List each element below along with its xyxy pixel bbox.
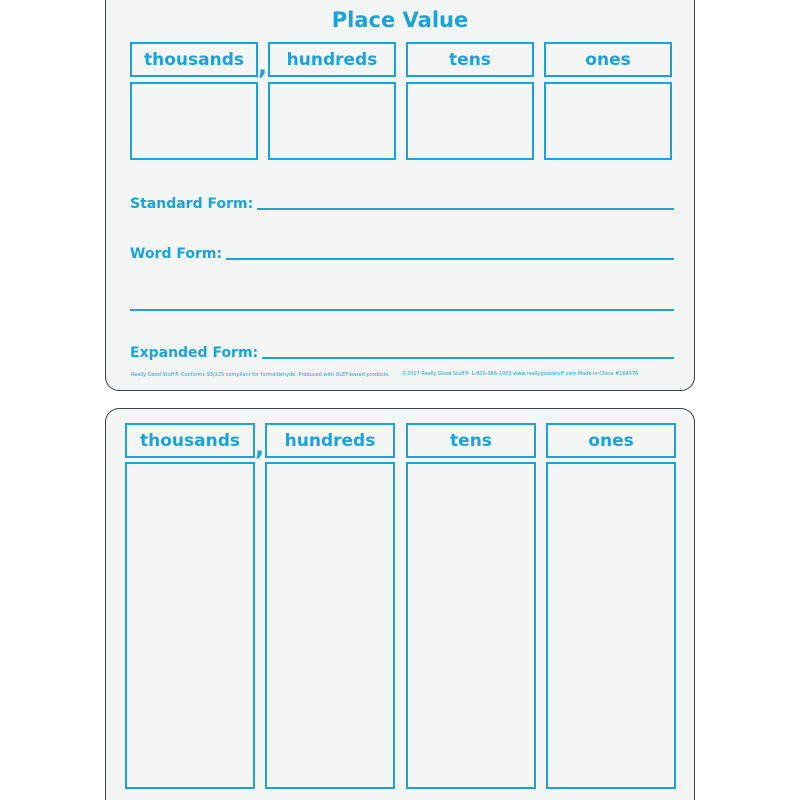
footer-copyright: ©2017 Really Good Stuff® 1-800-366-1920 www.reallygoodstuff.com Made in China #164576 — [402, 371, 639, 377]
board-title: Place Value — [331, 8, 469, 32]
column-hundreds[interactable] — [265, 462, 395, 789]
footer-brand: Really Good Stuff® — [131, 372, 180, 378]
footer-compliance: Conforms 93/125 compliant for formaldehyde. Produced with ULEF-based products. — [181, 372, 390, 378]
header-ones: ones — [544, 42, 672, 77]
comma-separator: , — [258, 52, 268, 80]
header-thousands: thousands — [125, 423, 255, 458]
column-ones[interactable] — [546, 462, 676, 789]
header-tens: tens — [406, 42, 534, 77]
header-ones: ones — [546, 423, 676, 458]
write-box-ones[interactable] — [544, 82, 672, 160]
word-form-extra-line[interactable] — [130, 309, 674, 311]
bottom-board — [105, 408, 695, 800]
expanded-form-line[interactable] — [262, 357, 674, 359]
word-form-line[interactable] — [226, 258, 674, 260]
word-form-row[interactable] — [130, 247, 674, 261]
standard-form-row[interactable] — [130, 197, 674, 211]
top-board — [105, 0, 695, 391]
column-thousands[interactable] — [125, 462, 255, 789]
expanded-form-label: Expanded Form: — [130, 345, 259, 361]
word-form-label: Word Form: — [130, 246, 223, 262]
write-box-thousands[interactable] — [130, 82, 258, 160]
header-hundreds: hundreds — [268, 42, 396, 77]
expanded-form-row[interactable] — [130, 346, 674, 360]
write-box-tens[interactable] — [406, 82, 534, 160]
standard-form-label: Standard Form: — [130, 196, 254, 212]
comma-separator: , — [255, 433, 265, 461]
write-box-hundreds[interactable] — [268, 82, 396, 160]
standard-form-line[interactable] — [257, 208, 674, 210]
header-thousands: thousands — [130, 42, 258, 77]
column-tens[interactable] — [406, 462, 536, 789]
header-tens: tens — [406, 423, 536, 458]
header-hundreds: hundreds — [265, 423, 395, 458]
